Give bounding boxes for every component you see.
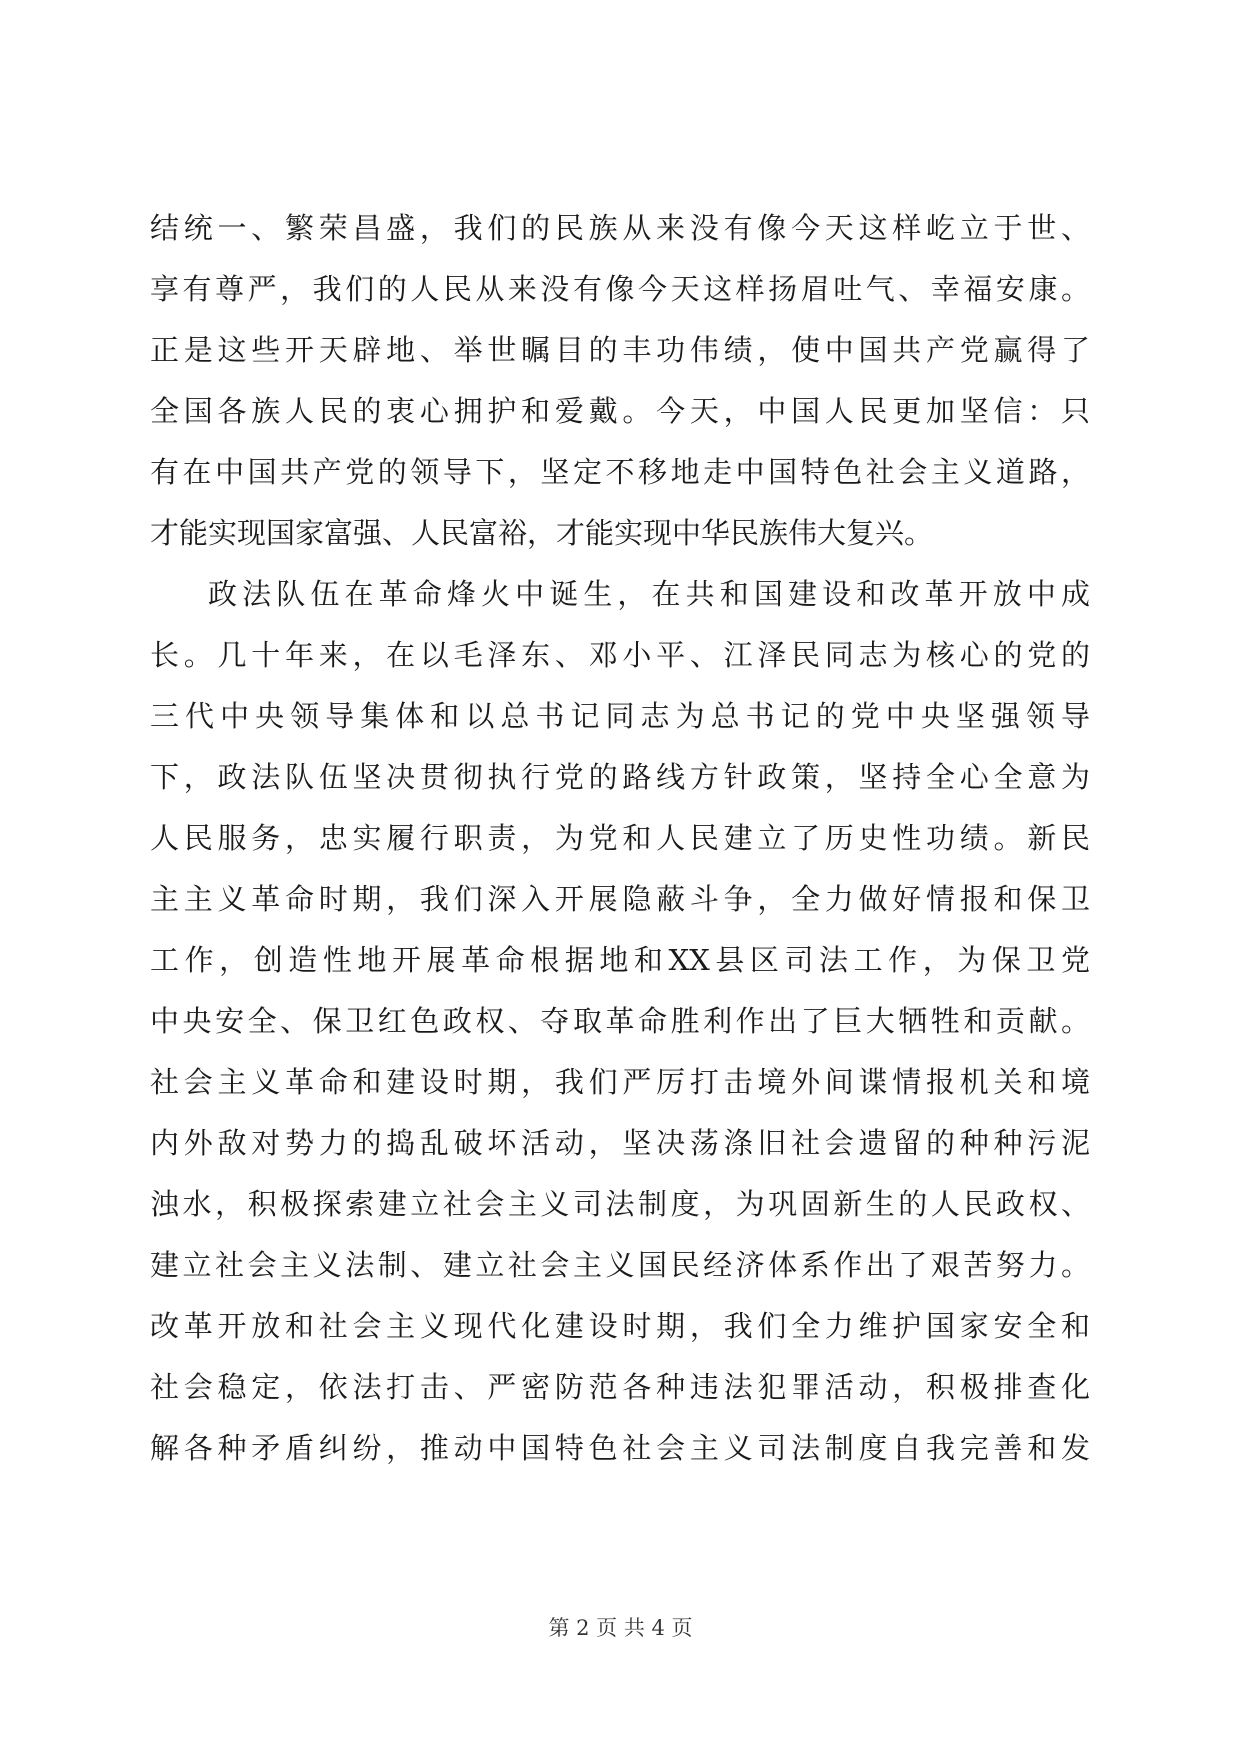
paragraph-2-line-8: 中央安全、保卫红色政权、夺取革命胜利作出了巨大牺牲和贡献。 (150, 1004, 1090, 1038)
paragraph-2-line-1: 政法队伍在革命烽火中诞生，在共和国建设和改革开放中成 (208, 577, 1090, 611)
paragraph-2-line-14: 社会稳定，依法打击、严密防范各种违法犯罪活动，积极排查化 (150, 1370, 1090, 1404)
paragraph-2-line-7: 工作，创造性地开展革命根据地和XX县区司法工作，为保卫党 (150, 943, 1090, 977)
paragraph-2-line-9: 社会主义革命和建设时期，我们严厉打击境外间谍情报机关和境 (150, 1065, 1090, 1099)
paragraph-1-line-3: 正是这些开天辟地、举世瞩目的丰功伟绩，使中国共产党赢得了 (150, 333, 1090, 367)
paragraph-2-line-2: 长。几十年来，在以毛泽东、邓小平、江泽民同志为核心的党的 (150, 638, 1090, 672)
paragraph-1-line-6: 才能实现国家富强、人民富裕，才能实现中华民族伟大复兴。 (150, 516, 934, 550)
paragraph-2-line-15: 解各种矛盾纠纷，推动中国特色社会主义司法制度自我完善和发 (150, 1431, 1090, 1465)
paragraph-2-line-5: 人民服务，忠实履行职责，为党和人民建立了历史性功绩。新民 (150, 821, 1090, 855)
page-footer: 第 2 页 共 4 页 (548, 1616, 693, 1640)
paragraph-1-line-5: 有在中国共产党的领导下，坚定不移地走中国特色社会主义道路， (150, 455, 1090, 489)
paragraph-2-line-13: 改革开放和社会主义现代化建设时期，我们全力维护国家安全和 (150, 1309, 1090, 1343)
paragraph-1-line-2: 享有尊严，我们的人民从来没有像今天这样扬眉吐气、幸福安康。 (150, 272, 1090, 306)
paragraph-1-line-1: 结统一、繁荣昌盛，我们的民族从来没有像今天这样屹立于世、 (150, 211, 1090, 245)
paragraph-1-line-4: 全国各族人民的衷心拥护和爱戴。今天，中国人民更加坚信：只 (150, 394, 1090, 428)
paragraph-2-line-3: 三代中央领导集体和以总书记同志为总书记的党中央坚强领导 (150, 699, 1090, 733)
body-text (150, 198, 1090, 1479)
paragraph-2-line-11: 浊水，积极探索建立社会主义司法制度，为巩固新生的人民政权、 (150, 1187, 1090, 1221)
paragraph-2-line-10: 内外敌对势力的捣乱破坏活动，坚决荡涤旧社会遗留的种种污泥 (150, 1126, 1090, 1160)
paragraph-2-line-6: 主主义革命时期，我们深入开展隐蔽斗争，全力做好情报和保卫 (150, 882, 1090, 916)
paragraph-2-line-12: 建立社会主义法制、建立社会主义国民经济体系作出了艰苦努力。 (150, 1248, 1090, 1282)
paragraph-2-line-4: 下，政法队伍坚决贯彻执行党的路线方针政策，坚持全心全意为 (150, 760, 1090, 794)
